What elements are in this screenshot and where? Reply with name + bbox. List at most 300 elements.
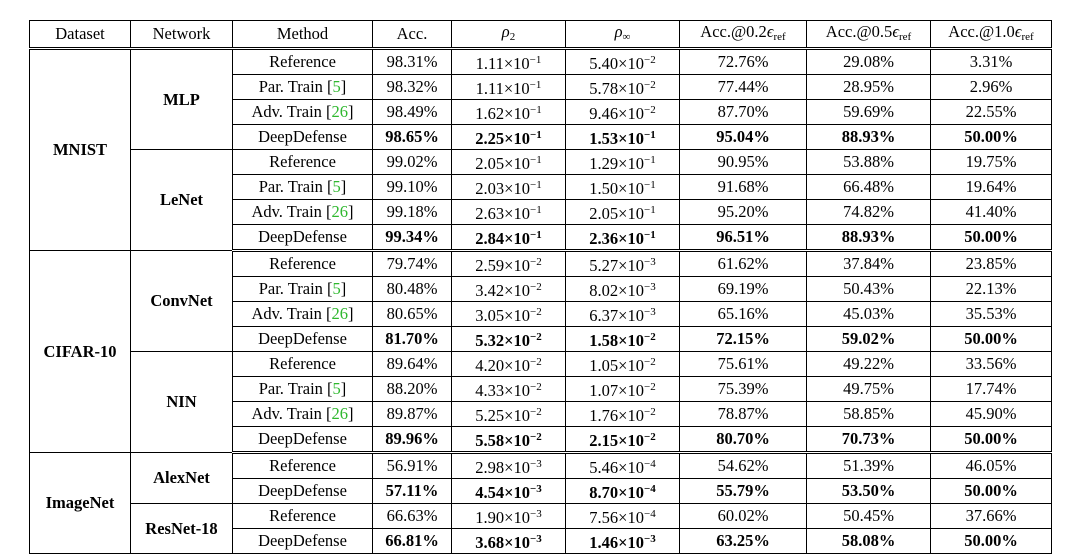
acc10-cell: 45.90% [931, 402, 1052, 427]
table-body [30, 49, 1052, 554]
method-cell [233, 427, 373, 453]
acc10-cell: 41.40% [931, 200, 1052, 225]
rhoinf-cell [566, 175, 680, 200]
acc-cell: 81.70% [373, 327, 452, 352]
acc05-prefix: Acc.@0.5 [825, 21, 893, 41]
rho2-sub: 2 [509, 30, 516, 43]
exponent: −1 [530, 229, 542, 241]
exponent: −2 [530, 331, 542, 343]
table-row [30, 150, 1052, 175]
method-cell [233, 277, 373, 302]
exponent: −3 [643, 256, 656, 268]
acc10-cell: 22.55% [931, 100, 1052, 125]
rho2-cell [452, 150, 566, 175]
method-label: Reference [269, 506, 336, 525]
acc05-cell: 50.45% [807, 504, 931, 529]
network-cell: AlexNet [131, 453, 233, 504]
citation-close: ] [348, 304, 354, 323]
mantissa: 6.37 [589, 306, 619, 325]
times-ten: ×10 [504, 431, 530, 450]
exponent: −2 [643, 381, 656, 393]
exponent: −1 [530, 129, 542, 141]
citation-close: ] [340, 279, 347, 298]
exponent: −2 [529, 356, 542, 368]
times-ten: ×10 [618, 129, 644, 148]
times-ten: ×10 [504, 331, 530, 350]
mantissa: 2.98 [475, 458, 505, 477]
method-label: DeepDefense [258, 481, 347, 500]
acc02-cell: 63.25% [680, 529, 807, 554]
rho2-cell [452, 251, 566, 277]
mantissa: 5.58 [475, 431, 505, 450]
times-ten: ×10 [618, 406, 644, 425]
acc05-cell: 58.85% [807, 402, 931, 427]
acc02-cell: 61.62% [680, 251, 807, 277]
acc-cell: 57.11% [373, 479, 452, 504]
mantissa: 5.40 [589, 54, 619, 73]
exponent: −2 [529, 281, 542, 293]
times-ten: ×10 [504, 406, 530, 425]
acc-cell: 80.48% [373, 277, 452, 302]
rho2-cell [452, 125, 566, 150]
mantissa: 2.63 [475, 204, 505, 223]
acc05-cell: 51.39% [807, 453, 931, 479]
times-ten: ×10 [504, 458, 530, 477]
acc02-cell: 60.02% [680, 504, 807, 529]
table-row [30, 352, 1052, 377]
mantissa: 2.84 [475, 229, 505, 248]
acc-cell: 89.64% [373, 352, 452, 377]
times-ten: ×10 [618, 281, 644, 300]
header-dataset: Dataset [30, 21, 131, 49]
mantissa: 5.78 [589, 79, 619, 98]
method-label: Par. Train [ [258, 279, 333, 298]
acc10-cell: 50.00% [931, 529, 1052, 554]
times-ten: ×10 [504, 129, 530, 148]
acc-cell: 88.20% [373, 377, 452, 402]
mantissa: 2.03 [475, 179, 505, 198]
rhoinf-cell [566, 377, 680, 402]
acc-cell: 98.65% [373, 125, 452, 150]
rhoinf-symbol: ρ [614, 21, 623, 41]
times-ten: ×10 [504, 229, 530, 248]
mantissa: 1.07 [589, 381, 619, 400]
rho2-cell [452, 327, 566, 352]
acc02-cell: 75.39% [680, 377, 807, 402]
rho2-cell [452, 402, 566, 427]
times-ten: ×10 [503, 54, 530, 73]
acc-cell: 99.02% [373, 150, 452, 175]
times-ten: ×10 [504, 508, 530, 527]
mantissa: 1.11 [475, 54, 504, 73]
exponent: −2 [530, 431, 542, 443]
rhoinf-cell [566, 251, 680, 277]
exponent: −1 [529, 104, 542, 116]
method-cell [233, 175, 373, 200]
citation-link[interactable]: 26 [331, 202, 349, 221]
method-cell [233, 302, 373, 327]
acc02-cell: 95.20% [680, 200, 807, 225]
acc-cell: 98.49% [373, 100, 452, 125]
citation-close: ] [340, 379, 347, 398]
exponent: −2 [529, 306, 542, 318]
acc02-cell: 77.44% [680, 75, 807, 100]
exponent: −1 [529, 79, 542, 91]
exponent: −1 [643, 154, 656, 166]
times-ten: ×10 [618, 431, 644, 450]
rho2-cell [452, 453, 566, 479]
table-row [30, 453, 1052, 479]
method-label: DeepDefense [258, 127, 347, 146]
method-cell [233, 200, 373, 225]
times-ten: ×10 [504, 381, 530, 400]
acc05-cell: 88.93% [807, 225, 931, 251]
exponent: −2 [643, 406, 656, 418]
times-ten: ×10 [618, 533, 644, 552]
times-ten: ×10 [618, 229, 644, 248]
acc05-cell: 49.22% [807, 352, 931, 377]
header-row [30, 21, 1052, 49]
acc05-cell: 49.75% [807, 377, 931, 402]
times-ten: ×10 [618, 508, 644, 527]
network-cell: ResNet-18 [131, 504, 233, 554]
exponent: −3 [530, 483, 542, 495]
rho2-cell [452, 427, 566, 453]
rhoinf-cell [566, 504, 680, 529]
acc10-cell: 17.74% [931, 377, 1052, 402]
acc10-cell: 50.00% [931, 427, 1052, 453]
exponent: −2 [643, 104, 656, 116]
acc05-cell: 53.50% [807, 479, 931, 504]
acc10-cell: 50.00% [931, 479, 1052, 504]
rho2-cell [452, 529, 566, 554]
rho2-cell [452, 49, 566, 75]
mantissa: 2.36 [589, 229, 619, 248]
method-cell [233, 327, 373, 352]
header-rhoinf [566, 21, 680, 49]
times-ten: ×10 [504, 179, 530, 198]
mantissa: 3.68 [475, 533, 505, 552]
citation-link[interactable]: 5 [332, 279, 341, 298]
header-acc10 [931, 21, 1052, 49]
header-acc: Acc. [373, 21, 452, 49]
acc05-cell: 45.03% [807, 302, 931, 327]
method-label: DeepDefense [258, 329, 347, 348]
rhoinf-sub: ∞ [622, 30, 631, 43]
exponent: −2 [643, 356, 656, 368]
times-ten: ×10 [504, 104, 530, 123]
mantissa: 3.05 [475, 306, 505, 325]
rhoinf-cell [566, 225, 680, 251]
acc-cell: 89.87% [373, 402, 452, 427]
mantissa: 1.62 [475, 104, 505, 123]
acc02-prefix: Acc.@0.2 [700, 21, 767, 41]
acc05-eps: ϵ [892, 21, 899, 41]
times-ten: ×10 [618, 331, 644, 350]
rhoinf-cell [566, 479, 680, 504]
rho2-symbol: ρ [501, 21, 510, 41]
method-label: Adv. Train [ [251, 304, 332, 323]
acc05-cell: 59.02% [807, 327, 931, 352]
method-cell [233, 125, 373, 150]
method-cell [233, 75, 373, 100]
mantissa: 4.20 [475, 356, 505, 375]
acc10-sub: ref [1021, 30, 1034, 43]
method-label: Reference [269, 456, 336, 475]
mantissa: 1.50 [589, 179, 619, 198]
method-cell [233, 150, 373, 175]
header-method: Method [233, 21, 373, 49]
header-network: Network [131, 21, 233, 49]
acc-cell: 66.63% [373, 504, 452, 529]
exponent: −3 [529, 458, 542, 470]
header-rho2 [452, 21, 566, 49]
rho2-cell [452, 277, 566, 302]
rho2-cell [452, 225, 566, 251]
rhoinf-cell [566, 125, 680, 150]
acc02-cell: 90.95% [680, 150, 807, 175]
method-cell [233, 352, 373, 377]
rho2-cell [452, 75, 566, 100]
citation-close: ] [348, 202, 354, 221]
network-cell: MLP [131, 49, 233, 150]
times-ten: ×10 [618, 79, 644, 98]
exponent: −3 [643, 306, 656, 318]
method-label: Par. Train [ [258, 177, 333, 196]
rho2-cell [452, 100, 566, 125]
citation-link[interactable]: 5 [332, 77, 341, 96]
method-label: Reference [269, 354, 336, 373]
results-table [29, 20, 1052, 554]
exponent: −2 [643, 79, 656, 91]
acc10-cell: 50.00% [931, 327, 1052, 352]
acc02-cell: 54.62% [680, 453, 807, 479]
exponent: −3 [529, 508, 542, 520]
mantissa: 1.53 [589, 129, 619, 148]
times-ten: ×10 [618, 256, 644, 275]
mantissa: 1.11 [475, 79, 504, 98]
table-row [30, 251, 1052, 277]
network-cell: NIN [131, 352, 233, 453]
rhoinf-cell [566, 100, 680, 125]
header-acc02 [680, 21, 807, 49]
dataset-cell: ImageNet [30, 453, 131, 554]
method-cell [233, 453, 373, 479]
exponent: −2 [644, 431, 656, 443]
method-label: DeepDefense [258, 429, 347, 448]
mantissa: 3.42 [475, 281, 505, 300]
times-ten: ×10 [618, 104, 644, 123]
acc05-cell: 53.88% [807, 150, 931, 175]
method-cell [233, 377, 373, 402]
mantissa: 1.58 [589, 331, 619, 350]
method-label: Reference [269, 152, 336, 171]
citation-close: ] [340, 77, 347, 96]
rho2-cell [452, 377, 566, 402]
dataset-cell: MNIST [30, 49, 131, 251]
citation-link[interactable]: 5 [332, 177, 341, 196]
method-label: Adv. Train [ [251, 404, 332, 423]
exponent: −1 [529, 154, 542, 166]
method-label: Adv. Train [ [251, 202, 332, 221]
times-ten: ×10 [618, 356, 644, 375]
acc05-cell: 37.84% [807, 251, 931, 277]
acc10-cell: 35.53% [931, 302, 1052, 327]
mantissa: 1.29 [589, 154, 619, 173]
acc02-cell: 65.16% [680, 302, 807, 327]
rho2-cell [452, 504, 566, 529]
acc02-cell: 72.76% [680, 49, 807, 75]
acc05-cell: 28.95% [807, 75, 931, 100]
times-ten: ×10 [618, 306, 644, 325]
rhoinf-cell [566, 427, 680, 453]
acc05-cell: 58.08% [807, 529, 931, 554]
rhoinf-cell [566, 402, 680, 427]
citation-link[interactable]: 26 [331, 404, 349, 423]
acc-cell: 99.18% [373, 200, 452, 225]
rhoinf-cell [566, 453, 680, 479]
acc10-cell: 37.66% [931, 504, 1052, 529]
rho2-cell [452, 302, 566, 327]
times-ten: ×10 [618, 381, 644, 400]
acc02-cell: 96.51% [680, 225, 807, 251]
acc02-eps: ϵ [766, 21, 774, 41]
times-ten: ×10 [504, 533, 530, 552]
exponent: −1 [529, 179, 542, 191]
acc10-cell: 33.56% [931, 352, 1052, 377]
times-ten: ×10 [503, 79, 530, 98]
method-label: DeepDefense [258, 531, 347, 550]
rhoinf-cell [566, 150, 680, 175]
mantissa: 9.46 [589, 104, 619, 123]
acc02-cell: 72.15% [680, 327, 807, 352]
method-label: Reference [269, 254, 336, 273]
rhoinf-cell [566, 327, 680, 352]
method-cell [233, 529, 373, 554]
method-cell [233, 49, 373, 75]
acc05-cell: 50.43% [807, 277, 931, 302]
rhoinf-cell [566, 352, 680, 377]
mantissa: 2.05 [475, 154, 505, 173]
times-ten: ×10 [504, 356, 530, 375]
acc10-cell: 2.96% [931, 75, 1052, 100]
acc02-cell: 80.70% [680, 427, 807, 453]
network-cell: LeNet [131, 150, 233, 251]
mantissa: 2.15 [589, 431, 619, 450]
mantissa: 1.90 [475, 508, 505, 527]
acc10-cell: 50.00% [931, 225, 1052, 251]
table-row [30, 49, 1052, 75]
method-label: Adv. Train [ [251, 102, 332, 121]
method-cell [233, 479, 373, 504]
acc10-cell: 23.85% [931, 251, 1052, 277]
exponent: −1 [644, 229, 656, 241]
mantissa: 4.33 [475, 381, 505, 400]
table-row [30, 504, 1052, 529]
mantissa: 5.27 [589, 256, 619, 275]
acc10-cell: 50.00% [931, 125, 1052, 150]
citation-link[interactable]: 26 [331, 304, 349, 323]
mantissa: 2.05 [589, 204, 619, 223]
mantissa: 4.54 [475, 483, 505, 502]
times-ten: ×10 [618, 204, 644, 223]
exponent: −1 [529, 204, 542, 216]
rhoinf-cell [566, 75, 680, 100]
rho2-cell [452, 352, 566, 377]
citation-link[interactable]: 26 [331, 102, 349, 121]
times-ten: ×10 [504, 256, 530, 275]
exponent: −2 [644, 331, 656, 343]
times-ten: ×10 [618, 54, 644, 73]
acc02-cell: 91.68% [680, 175, 807, 200]
citation-close: ] [348, 404, 354, 423]
header-acc05 [807, 21, 931, 49]
citation-link[interactable]: 5 [332, 379, 341, 398]
acc10-cell: 22.13% [931, 277, 1052, 302]
exponent: −3 [644, 533, 656, 545]
exponent: −4 [643, 508, 656, 520]
citation-close: ] [340, 177, 347, 196]
rhoinf-cell [566, 49, 680, 75]
times-ten: ×10 [504, 204, 530, 223]
acc10-cell: 19.75% [931, 150, 1052, 175]
rhoinf-cell [566, 277, 680, 302]
acc10-cell: 46.05% [931, 453, 1052, 479]
acc05-cell: 66.48% [807, 175, 931, 200]
method-label: Par. Train [ [258, 77, 333, 96]
exponent: −1 [529, 54, 542, 66]
times-ten: ×10 [618, 154, 644, 173]
mantissa: 5.25 [475, 406, 505, 425]
exponent: −3 [643, 281, 656, 293]
mantissa: 1.05 [589, 356, 619, 375]
acc02-cell: 69.19% [680, 277, 807, 302]
method-label: Par. Train [ [258, 379, 333, 398]
acc10-cell: 19.64% [931, 175, 1052, 200]
exponent: −4 [643, 458, 656, 470]
exponent: −1 [643, 204, 656, 216]
mantissa: 5.46 [589, 458, 619, 477]
mantissa: 1.46 [589, 533, 619, 552]
rho2-cell [452, 479, 566, 504]
exponent: −2 [529, 256, 542, 268]
acc-cell: 66.81% [373, 529, 452, 554]
method-label: Reference [269, 52, 336, 71]
times-ten: ×10 [504, 306, 530, 325]
exponent: −2 [529, 406, 542, 418]
rho2-cell [452, 200, 566, 225]
acc10-prefix: Acc.@1.0 [948, 21, 1015, 41]
rhoinf-cell [566, 529, 680, 554]
acc-cell: 98.31% [373, 49, 452, 75]
method-cell [233, 402, 373, 427]
acc-cell: 99.34% [373, 225, 452, 251]
acc05-cell: 74.82% [807, 200, 931, 225]
acc05-cell: 88.93% [807, 125, 931, 150]
times-ten: ×10 [618, 458, 644, 477]
acc02-cell: 55.79% [680, 479, 807, 504]
dataset-cell: CIFAR-10 [30, 251, 131, 453]
acc05-cell: 29.08% [807, 49, 931, 75]
acc10-eps: ϵ [1014, 21, 1022, 41]
method-label: DeepDefense [258, 227, 347, 246]
mantissa: 1.76 [589, 406, 619, 425]
network-cell: ConvNet [131, 251, 233, 352]
exponent: −1 [643, 179, 656, 191]
exponent: −2 [643, 54, 656, 66]
acc02-cell: 78.87% [680, 402, 807, 427]
method-cell [233, 504, 373, 529]
